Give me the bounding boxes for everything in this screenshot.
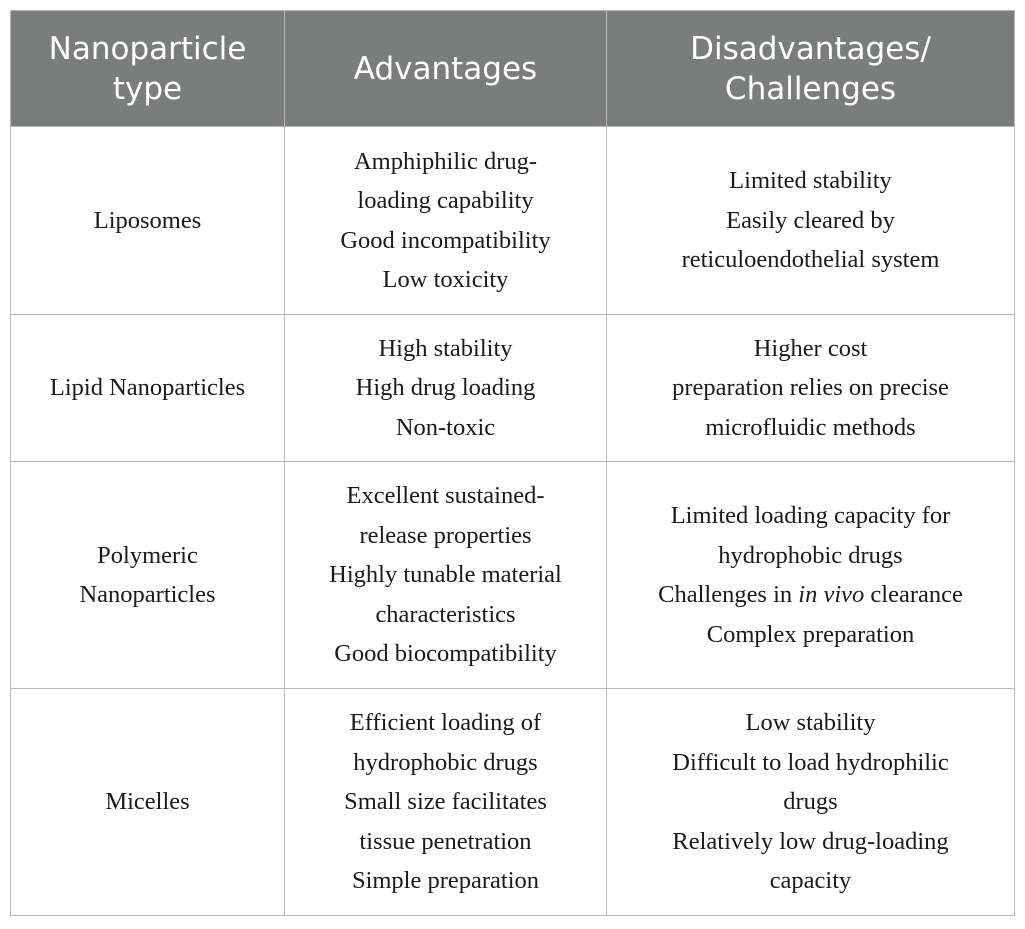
cell-advantages — [285, 689, 607, 916]
nanoparticle-comparison-table — [10, 10, 1015, 916]
cell-line: hydrophobic drugs — [718, 541, 903, 569]
header-row — [11, 11, 1015, 127]
cell-line: Good biocompatibility — [334, 640, 557, 668]
cell-line: Amphiphilic drug- — [353, 147, 538, 175]
cell-line: Micelles — [105, 788, 190, 816]
header-line: Advantages — [353, 50, 538, 87]
cell-line: Complex preparation — [706, 620, 915, 648]
cell-line: Highly tunable material — [329, 561, 562, 589]
cell-disadvantages — [607, 689, 1015, 916]
header-line: Disadvantages/ — [690, 30, 931, 67]
cell-line: microfluidic methods — [705, 413, 916, 441]
cell-line: High drug loading — [355, 374, 536, 402]
cell-line: capacity — [769, 867, 852, 895]
cell-line: tissue penetration — [359, 827, 532, 855]
cell-type — [11, 462, 285, 689]
cell-line: Easily cleared by — [726, 206, 895, 234]
cell-line: hydrophobic drugs — [353, 748, 538, 776]
cell-line: High stability — [378, 334, 513, 362]
cell-line: Good incompatibility — [340, 226, 551, 254]
cell-line: characteristics — [375, 600, 516, 628]
cell-advantages — [285, 462, 607, 689]
cell-line: Limited loading capacity for — [670, 502, 951, 529]
header-line: Nanoparticle — [48, 30, 247, 67]
cell-advantages — [285, 315, 607, 462]
cell-line: Higher cost — [753, 334, 868, 362]
cell-line: Limited stability — [729, 167, 892, 195]
header-line: type — [112, 70, 183, 107]
cell-line: Nanoparticles — [79, 581, 216, 608]
header-advantages — [285, 11, 607, 127]
table-header — [11, 11, 1015, 127]
table-row-micelles — [11, 689, 1015, 916]
cell-line: Small size facilitates — [344, 788, 547, 816]
cell-line: preparation relies on precise — [672, 374, 949, 402]
cell-disadvantages — [607, 315, 1015, 462]
text-run: clearance — [864, 581, 963, 608]
table-row-lipid-nanoparticles — [11, 315, 1015, 462]
cell-line: Lipid Nanoparticles — [49, 374, 246, 402]
table-row-polymeric-nanoparticles — [11, 462, 1015, 689]
cell-line: Low toxicity — [382, 266, 509, 293]
table-body — [11, 127, 1015, 916]
cell-line: Efficient loading of — [349, 709, 542, 737]
cell-line: Liposomes — [93, 206, 202, 234]
header-line: Challenges — [724, 70, 897, 107]
cell-line: Excellent sustained- — [346, 482, 545, 510]
cell-line: loading capability — [357, 187, 534, 214]
nanoparticle-comparison-table-container — [10, 10, 1014, 916]
cell-line: release properties — [359, 521, 532, 549]
italic-text-run: in vivo — [798, 581, 865, 608]
header-nanoparticle-type — [11, 11, 285, 127]
cell-line-mixed — [613, 575, 1008, 615]
table-row-liposomes — [11, 127, 1015, 315]
cell-line: Low stability — [745, 709, 876, 737]
header-disadvantages — [607, 11, 1015, 127]
text-run: Challenges in — [658, 581, 799, 608]
cell-line: drugs — [783, 788, 838, 816]
cell-type — [11, 315, 285, 462]
cell-line: Relatively low drug-loading — [672, 827, 949, 855]
cell-line: Polymeric — [97, 541, 198, 569]
cell-type — [11, 689, 285, 916]
cell-line: reticuloendothelial system — [681, 246, 940, 274]
cell-disadvantages — [607, 127, 1015, 315]
cell-disadvantages — [607, 462, 1015, 689]
cell-line: Non-toxic — [395, 413, 496, 441]
cell-line: Difficult to load hydrophilic — [672, 748, 949, 776]
cell-type — [11, 127, 285, 315]
cell-advantages — [285, 127, 607, 315]
cell-line: Simple preparation — [351, 867, 540, 895]
